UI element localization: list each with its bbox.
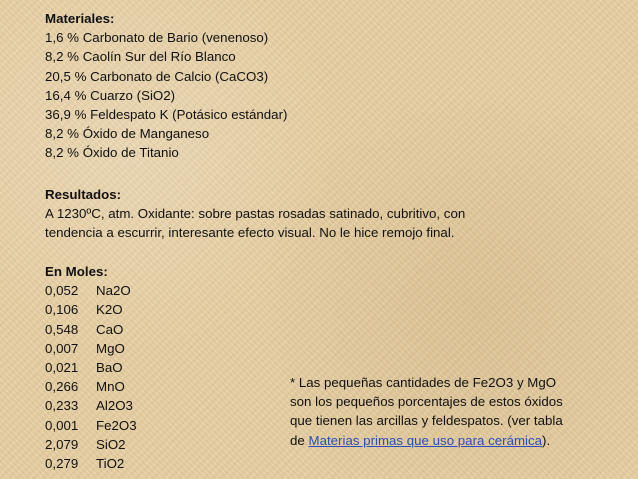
material-item: 8,2 % Óxido de Manganeso <box>45 126 210 142</box>
mole-oxide: Na2O <box>96 283 131 299</box>
mole-row <box>45 358 137 377</box>
results-section <box>45 185 465 243</box>
footnote <box>290 373 563 450</box>
materials-section <box>45 9 287 163</box>
mole-row <box>45 396 137 415</box>
material-item: 20,5 % Carbonato de Calcio (CaCO3) <box>45 68 269 84</box>
mole-value: 0,548 <box>45 321 79 337</box>
material-item: 8,2 % Caolín Sur del Río Blanco <box>45 49 236 65</box>
mole-oxide: TiO2 <box>96 455 125 471</box>
mole-oxide: MgO <box>96 340 125 356</box>
mole-row <box>45 454 137 473</box>
mole-row <box>45 435 137 454</box>
mole-value: 2,079 <box>45 436 79 452</box>
mole-oxide: SiO2 <box>96 436 126 452</box>
mole-row <box>45 281 137 300</box>
mole-oxide: Fe2O3 <box>96 417 137 433</box>
material-item: 1,6 % Carbonato de Bario (venenoso) <box>45 30 269 46</box>
material-item: 36,9 % Feldespato K (Potásico estándar) <box>45 106 288 122</box>
footnote-line <box>290 431 563 450</box>
mole-row <box>45 416 137 435</box>
moles-heading: En Moles: <box>45 264 108 279</box>
mole-value: 0,266 <box>45 379 79 395</box>
moles-section <box>45 262 137 473</box>
mole-value: 0,106 <box>45 302 79 318</box>
materials-heading: Materiales: <box>45 11 115 26</box>
mole-row <box>45 320 137 339</box>
footnote-prefix: de <box>290 432 309 448</box>
results-heading: Resultados: <box>45 187 122 202</box>
mole-value: 0,279 <box>45 455 79 471</box>
mole-oxide: BaO <box>96 359 123 375</box>
mole-row <box>45 339 137 358</box>
footnote-line: * Las pequeñas cantidades de Fe2O3 y MgO <box>290 375 557 390</box>
mole-value: 0,052 <box>45 283 79 299</box>
results-text-line: tendencia a escurrir, interesante efecto visual. No le hice remojo final. <box>45 225 455 241</box>
material-item: 8,2 % Óxido de Titanio <box>45 145 179 161</box>
mole-value: 0,007 <box>45 340 79 356</box>
mole-row <box>45 300 137 319</box>
mole-oxide: MnO <box>96 379 125 395</box>
mole-value: 0,021 <box>45 359 79 375</box>
mole-oxide: K2O <box>96 302 123 318</box>
mole-oxide: CaO <box>96 321 124 337</box>
material-item: 16,4 % Cuarzo (SiO2) <box>45 87 176 103</box>
footnote-line: son los pequeños porcentajes de estos óxidos <box>290 394 563 410</box>
mole-value: 0,001 <box>45 417 79 433</box>
results-text-line: A 1230ºC, atm. Oxidante: sobre pastas rosadas satinado, cubritivo, con <box>45 206 466 222</box>
materias-primas-link[interactable]: Materias primas que uso para cerámica <box>308 432 543 448</box>
mole-value: 0,233 <box>45 398 79 414</box>
mole-oxide: Al2O3 <box>96 398 133 414</box>
footnote-line: que tienen las arcillas y feldespatos. (ver tabla <box>290 413 563 429</box>
mole-row <box>45 377 137 396</box>
footnote-suffix: ). <box>542 432 551 448</box>
